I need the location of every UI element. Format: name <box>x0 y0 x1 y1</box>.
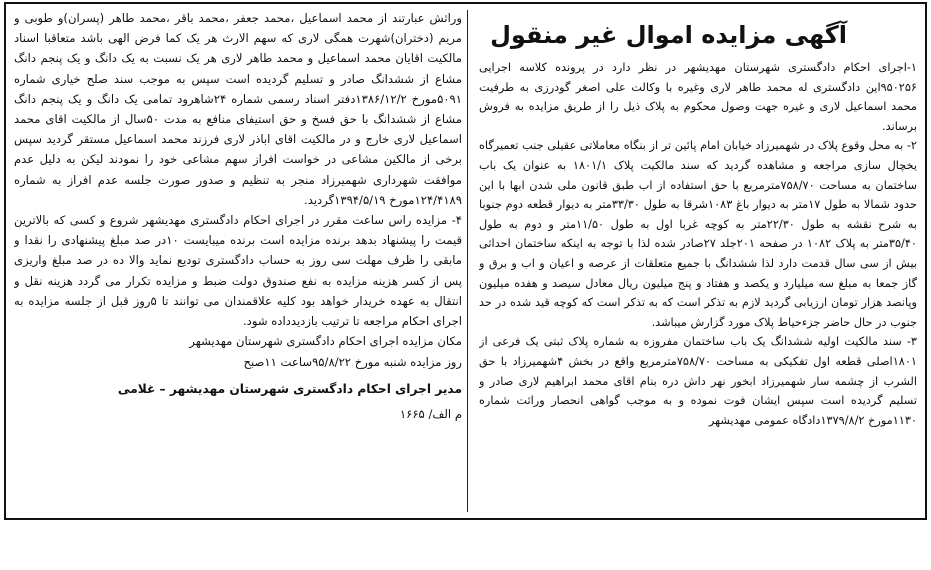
notice-paragraph-1: ۱-اجرای احکام دادگستری شهرستان مهدیشهر در نظر دارد در پرونده کلاسه اجرایی ۹۵۰۲۵۶این دادگستری له محمد طاهر لاری وغیره با وکالت علی اصغر گودرزی به طرفیت محمد اسماعیل لاری و غیره جهت وصول محکوم به پلاک ذیل را از طریق مزایده به فروش برساند. <box>479 61 917 133</box>
notice-title: آگهی مزایده اموال غیر منقول <box>490 21 847 49</box>
signature-line: مدیر اجرای احکام دادگستری شهرستان مهدیشهر – غلامی <box>117 382 462 397</box>
auction-place-line: مکان مزایده اجرای احکام دادگستری شهرستان مهدیشهر <box>189 334 462 349</box>
column-divider <box>467 10 468 512</box>
notice-paragraph-4: ۴- مزایده راس ساعت مقرر در اجرای احکام دادگستری مهدیشهر شروع و کسی که بالاترین قیمت را پیشنهاد بدهد برنده مزایده است برنده میبایست ۱۰در صد مبلغ پیشنهادی را نقدا و مابقی را ظرف مهلت سی روز به حساب دادگستری تودیع نماید والا ده در صد مبلغ واریزی پس از کسر هزینه مزایده به نفع صندوق دولت ضبط و مزایده تکرار می گردد هزینه نقل و انتقال به عهده خریدار خواهد بود کلیه علاقمندان می توانند تا ۵روز قبل از جلسه مزایده به اجرای احکام مراجعه تا ترتیب بازدیدداده شود. <box>14 213 462 329</box>
auction-date-line: روز مزایده شنبه مورخ ۹۵/۸/۲۲ساعت ۱۱صبح <box>243 355 462 370</box>
notice-left-column <box>14 8 462 514</box>
notice-code: م الف/ ۱۶۶۵ <box>399 407 462 422</box>
notice-right-column <box>479 8 917 514</box>
notice-paragraph-2: ۲- به محل وقوع پلاک در شهمیرزاد خیابان امام پائین تر از بنگاه معاملاتی عقیلی جنب تعمیرگاه یخچال سازی مراجعه و مشاهده گردید که سند مالکیت پلاک ۱۸۰۱/۱ به عنوان یک باب ساختمان به مساحت ۷۵۸/۷۰مترمربع با حق استفاده از اب طبق قانون ملی شدن ابها با این حدود شمالا به طول ۱۷متر به دیوار باغ ۱۰۸۳شرقا به طول ۳۳/۳۰متر به دیوار قطعه دوم جنوبا به شرح نقشه به طول ۲۲/۳۰متر به کوچه غربا اول به طول ۱۱/۵۰متر و دوم به طول ۳۵/۴۰متر به پلاک ۱۰۸۲ در صفحه ۲۰۱جلد ۲۷صادر شده لذا با توجه به اینکه ساختمان احداثی بیش از سی سال قدمت دارد لذا ششدانگ با جمیع متعلقات از عرصه و اعیان و اب و برق و گاز جمعا به مبلغ سه میلیارد و یکصد و هفتاد و پنج میلیون ریال معادل سیصد و هفده میلیون وپانصد هزار تومان ارزیابی گردید لازم به تذکر است که به تذکر است که کوچه قید شده در حد جنوب در حال حاضر جزءحیاط پلاک مورد گزارش میباشد. <box>479 139 917 329</box>
notice-paragraph-3-continued: وراثش عبارتند از محمد اسماعیل ،محمد جعفر ،محمد باقر ،محمد طاهر (پسران)و طوبی و مریم (دختران)شهرت همگی لاری که سهم الارث هر یک کما فرض الهی باشد متعاقبا اسناد مالکیت اقایان محمد اسماعیل و محمد طاهر لاری هر یک نسبت به یک دانگ و یک پنجم دانگ مشاع از ششدانگ صادر و تسلیم گردیده است سپس به موجب سند صلح خیاری شماره ۵۰۹۱مورخ ۱۳۸۶/۱۲/۲دفتر اسناد رسمی شماره ۲۴شاهرود تمامی یک دانگ و یک پنجم دانگ مشاع از ششدانگ با حق فسخ و حق استیفای منافع به مدت ۵۰سال از مالکیت اقای محمد اسماعیل لاری خارج و در مالکیت اقای اباذر لاری فرزند محمد اسماعیل مستقر گردید سپس برخی از مالکین مشاعی در خواست افراز سهم مشاعی خود را نمودند لیکن به دلیل عدم موافقت شهرداری شهمیرزاد منجر به تنظیم و صدور صورت جلسه عدم افراز به شماره ۱۲۴/۴۱۸۹مورخ ۱۳۹۴/۵/۱۹گردید. <box>14 11 462 207</box>
auction-notice <box>4 2 927 520</box>
notice-paragraph-3: ۳- سند مالکیت اولیه ششدانگ یک باب ساختمان مفروزه به شماره پلاک ثبتی یک فرعی از ۱۸۰۱اصلی قطعه اول تفکیکی به مساحت ۷۵۸/۷۰مترمربع واقع در بخش ۴شهمیرزاد با حق الشرب از چشمه سار شهمیرزاد ابخور نهر داش دره بنام اقای محمد ابراهیم لاری صادر و تسلیم گردیده است سپس ایشان فوت نموده و به موجب گواهی انحصار وراثت شماره ۱۱۳۰مورخ ۱۳۷۹/۸/۲دادگاه عمومی مهدیشهر <box>479 335 917 427</box>
